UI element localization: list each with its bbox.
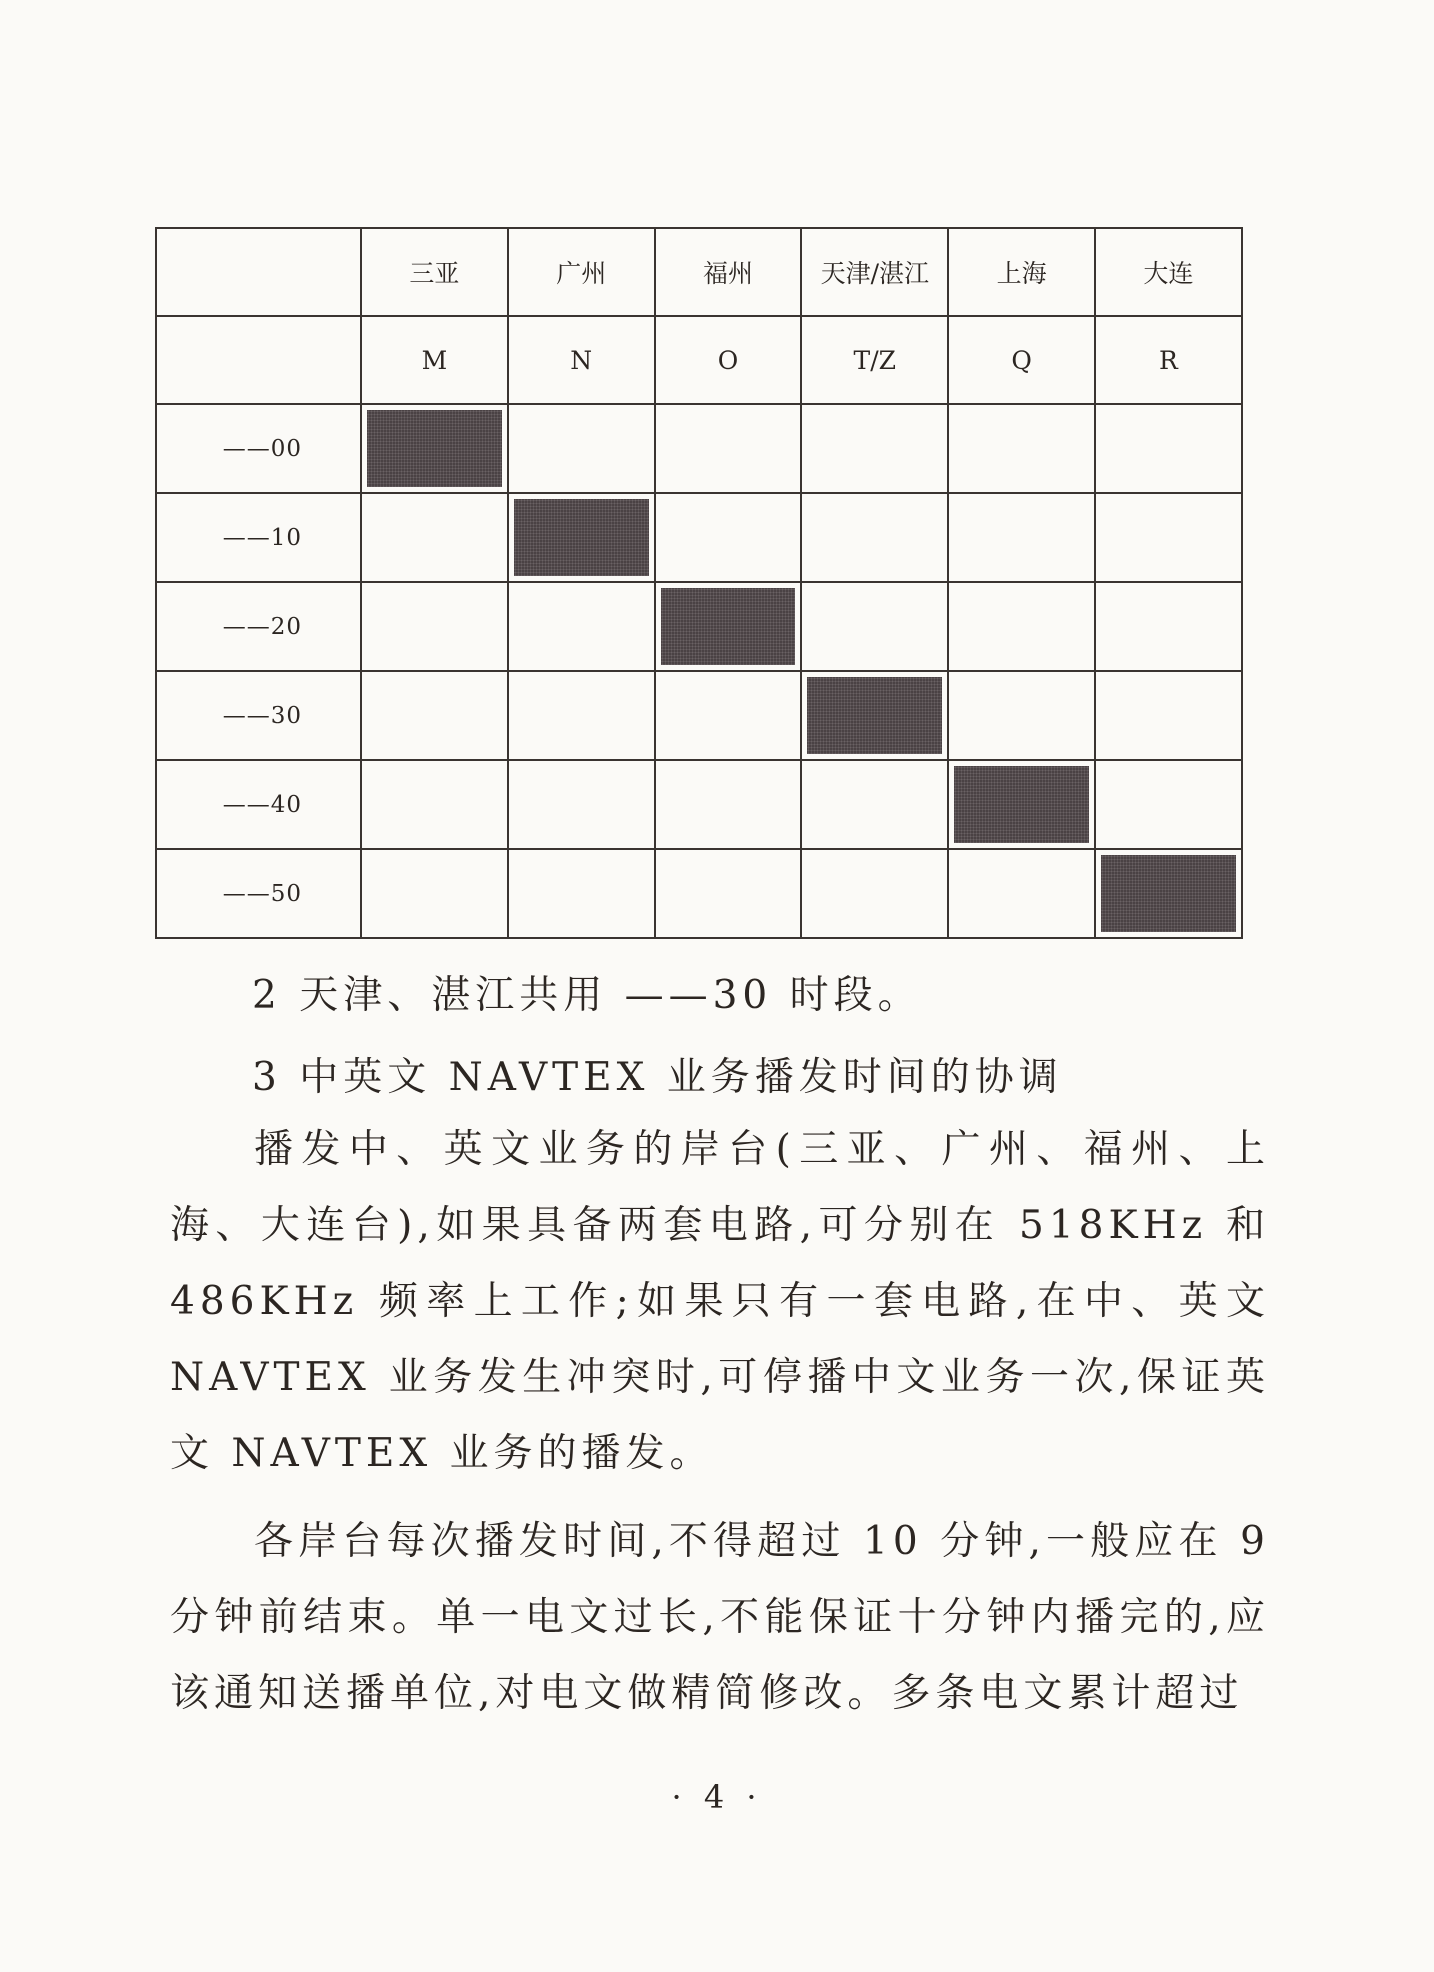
station-code-cell: N: [508, 316, 655, 404]
station-name-cell: 大连: [1095, 228, 1242, 316]
slot-cell: [655, 671, 802, 760]
page-number: · 4 ·: [671, 1778, 763, 1816]
slot-cell: [361, 493, 508, 582]
time-slot-label: ——00: [156, 404, 361, 493]
slot-cell: [508, 760, 655, 849]
slot-cell: [1095, 671, 1242, 760]
shared-slot-note: 2 天津、湛江共用 ——30 时段。: [252, 973, 922, 1018]
station-code-cell: M: [361, 316, 508, 404]
slot-cell: [948, 582, 1095, 671]
slot-cell: [801, 493, 948, 582]
slot-cell: [948, 849, 1095, 938]
station-name-cell: 福州: [655, 228, 802, 316]
slot-cell: [1095, 582, 1242, 671]
slot-cell: [948, 404, 1095, 493]
time-slot-label: ——10: [156, 493, 361, 582]
slot-cell: [801, 404, 948, 493]
time-slot-row: [156, 849, 1242, 938]
slot-cell: [361, 849, 508, 938]
time-slot-label: ——30: [156, 671, 361, 760]
time-slot-row: [156, 671, 1242, 760]
time-slot-label: ——20: [156, 582, 361, 671]
slot-cell: [361, 760, 508, 849]
active-slot-cell: [508, 493, 655, 582]
corner-cell: [156, 316, 361, 404]
slot-cell: [801, 760, 948, 849]
time-slot-row: [156, 582, 1242, 671]
slot-cell: [508, 849, 655, 938]
station-code-row: [156, 316, 1242, 404]
slot-cell: [508, 582, 655, 671]
slot-cell: [655, 760, 802, 849]
active-slot-cell: [948, 760, 1095, 849]
slot-cell: [655, 849, 802, 938]
slot-cell: [655, 404, 802, 493]
active-slot-cell: [361, 404, 508, 493]
time-slot-label: ——50: [156, 849, 361, 938]
station-name-cell: 三亚: [361, 228, 508, 316]
time-slot-label: ——40: [156, 760, 361, 849]
slot-cell: [655, 493, 802, 582]
time-slot-row: [156, 760, 1242, 849]
slot-cell: [508, 671, 655, 760]
station-code-cell: Q: [948, 316, 1095, 404]
slot-cell: [948, 671, 1095, 760]
slot-cell: [361, 671, 508, 760]
station-header-row: [156, 228, 1242, 316]
station-code-cell: T/Z: [801, 316, 948, 404]
slot-cell: [801, 849, 948, 938]
station-code-cell: O: [655, 316, 802, 404]
station-code-cell: R: [1095, 316, 1242, 404]
slot-cell: [948, 493, 1095, 582]
slot-cell: [1095, 493, 1242, 582]
station-name-cell: 天津/湛江: [801, 228, 948, 316]
body-paragraph-1: 播发中、英文业务的岸台(三亚、广州、福州、上海、大连台),如果具备两套电路,可分别在 518KHz 和 486KHz 频率上工作;如果只有一套电路,在中、英文 NAVTEX 业务发生冲突时,可停播中文业务一次,保证英文 NAVTEX 业务的播发。: [170, 1127, 1270, 1476]
corner-cell: [156, 228, 361, 316]
time-slot-row: [156, 493, 1242, 582]
slot-cell: [1095, 760, 1242, 849]
active-slot-cell: [1095, 849, 1242, 938]
station-name-cell: 上海: [948, 228, 1095, 316]
slot-cell: [361, 582, 508, 671]
slot-cell: [1095, 404, 1242, 493]
section-heading: 3 中英文 NAVTEX 业务播发时间的协调: [252, 1055, 1063, 1100]
slot-cell: [801, 582, 948, 671]
active-slot-cell: [801, 671, 948, 760]
time-slot-row: [156, 404, 1242, 493]
station-name-cell: 广州: [508, 228, 655, 316]
body-paragraph-2: 各岸台每次播发时间,不得超过 10 分钟,一般应在 9 分钟前结束。单一电文过长,不能保证十分钟内播完的,应该通知送播单位,对电文做精简修改。多条电文累计超过: [170, 1519, 1270, 1716]
slot-cell: [508, 404, 655, 493]
navtex-schedule-table: [155, 227, 1243, 939]
active-slot-cell: [655, 582, 802, 671]
